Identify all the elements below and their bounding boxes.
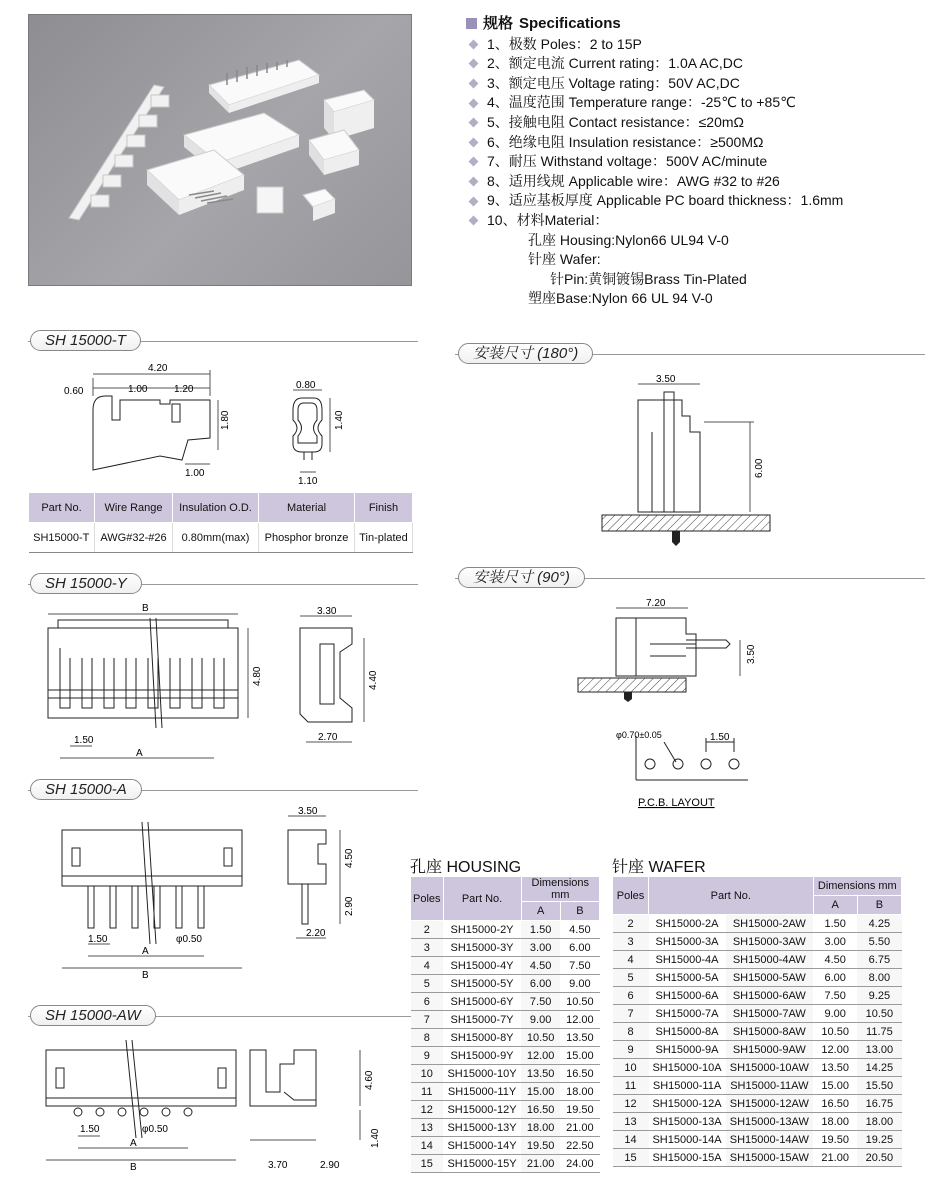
dim-a: A (136, 748, 143, 759)
table-row (613, 1149, 902, 1167)
table-cell: SH15000-2A (649, 915, 726, 933)
table-cell: 6 (411, 993, 444, 1011)
dim-2-90: 2.90 (320, 1160, 340, 1171)
table-cell: SH15000-7A (649, 1005, 726, 1023)
section-label-mount-90: 安装尺寸 (90°) (458, 567, 585, 588)
dim-7-20: 7.20 (646, 598, 666, 609)
table-cell: 20.50 (857, 1149, 901, 1167)
table-cell: 12 (613, 1095, 649, 1113)
diamond-bullet-icon (469, 137, 479, 147)
table-cell: 2 (613, 915, 649, 933)
table-cell: 6.75 (857, 951, 901, 969)
table-cell: SH15000-11Y (443, 1083, 521, 1101)
specifications-block (466, 14, 926, 309)
table-cell: 3 (411, 939, 444, 957)
table-cell: 3 (613, 933, 649, 951)
table-row (613, 1113, 902, 1131)
dim-2-70: 2.70 (318, 732, 338, 743)
table-cell: 3.00 (521, 939, 560, 957)
terminal-spec-table (28, 492, 413, 553)
section-label-t: SH 15000-T (30, 330, 141, 351)
table-cell: 7 (411, 1011, 444, 1029)
table-header-row (411, 877, 600, 902)
table-cell: SH15000-4Y (443, 957, 521, 975)
table-cell: SH15000-9Y (443, 1047, 521, 1065)
table-cell: SH15000-2Y (443, 921, 521, 939)
spec-text: 7、耐压 Withstand voltage：500V AC/minute (487, 153, 768, 170)
table-cell: 11 (411, 1083, 444, 1101)
table-cell: 4 (613, 951, 649, 969)
dim-1-40: 1.40 (370, 1128, 381, 1148)
diamond-bullet-icon (469, 39, 479, 49)
housing-table (410, 876, 600, 1173)
diamond-bullet-icon (469, 177, 479, 187)
table-cell: 9.00 (521, 1011, 560, 1029)
dim-3-50: 3.50 (656, 374, 676, 385)
table-cell: 13 (411, 1119, 444, 1137)
table-cell: SH15000-12A (649, 1095, 726, 1113)
connector-photo-art (29, 15, 413, 287)
table-cell: 5 (411, 975, 444, 993)
table-row (613, 1023, 902, 1041)
table-header: B (560, 902, 599, 921)
table-row (411, 1137, 600, 1155)
table-cell: 24.00 (560, 1155, 599, 1173)
table-cell: 10 (613, 1059, 649, 1077)
table-cell: SH15000-14Y (443, 1137, 521, 1155)
table-cell: SH15000-8AW (726, 1023, 814, 1041)
table-row (411, 1083, 600, 1101)
dim-a: A (130, 1138, 137, 1149)
table-cell: SH15000-8Y (443, 1029, 521, 1047)
specifications-title (466, 14, 926, 34)
dim-0-80: 0.80 (296, 380, 316, 391)
table-row (411, 957, 600, 975)
dim-1-50: 1.50 (88, 934, 108, 945)
table-row (613, 1077, 902, 1095)
table-header: Finish (355, 493, 413, 523)
table-cell: SH15000-4A (649, 951, 726, 969)
table-cell: SH15000-2AW (726, 915, 814, 933)
table-cell: SH15000-3A (649, 933, 726, 951)
table-cell: SH15000-11A (649, 1077, 726, 1095)
spec-text: 10、材料Material： (487, 211, 609, 228)
table-cell: 13.50 (521, 1065, 560, 1083)
table-cell: 6.00 (521, 975, 560, 993)
table-cell: 18.00 (813, 1113, 857, 1131)
dim-4-80: 4.80 (252, 666, 263, 686)
table-cell: 16.50 (521, 1101, 560, 1119)
table-cell: 2 (411, 921, 444, 939)
pcb-layout-label: P.C.B. LAYOUT (638, 797, 715, 809)
table-cell: SH15000-15Y (443, 1155, 521, 1173)
table-header: Poles (613, 877, 649, 915)
table-cell: 6.00 (560, 939, 599, 957)
table-row (613, 969, 902, 987)
table-row (411, 1011, 600, 1029)
table-cell: 15.00 (521, 1083, 560, 1101)
section-label-y: SH 15000-Y (30, 573, 142, 594)
dim-3-50: 3.50 (298, 806, 318, 817)
diamond-bullet-icon (469, 118, 479, 128)
spec-text: 8、适用线规 Applicable wire：AWG #32 to #26 (487, 172, 780, 189)
table-cell: 13.50 (560, 1029, 599, 1047)
spec-text: 3、额定电压 Voltage rating：50V AC,DC (487, 74, 740, 91)
table-cell: 15.00 (813, 1077, 857, 1095)
table-cell: 1.50 (813, 915, 857, 933)
table-cell: 21.00 (521, 1155, 560, 1173)
table-cell: 10.50 (560, 993, 599, 1011)
dim-1-50: 1.50 (710, 732, 730, 743)
spec-item (466, 113, 926, 133)
table-row (613, 1131, 902, 1149)
square-bullet-icon (466, 18, 477, 29)
diamond-bullet-icon (469, 98, 479, 108)
table-row (613, 987, 902, 1005)
table-cell: 18.00 (857, 1113, 901, 1131)
table-header: Wire Range (95, 493, 173, 523)
spec-text: 1、极数 Poles：2 to 15P (487, 35, 642, 52)
table-cell: SH15000-9A (649, 1041, 726, 1059)
spec-title-cn: 规格 (483, 15, 514, 32)
table-cell: 7.50 (813, 987, 857, 1005)
housing-table-body (411, 921, 600, 1173)
table-cell: SH15000-T (29, 523, 95, 553)
dim-4-50: 4.50 (344, 848, 355, 868)
spec-item (466, 133, 926, 153)
material-wafer: 针座 Wafer: (528, 251, 601, 268)
table-cell: 9.00 (560, 975, 599, 993)
table-cell: SH15000-5AW (726, 969, 814, 987)
table-header: Dimensions mm (521, 877, 599, 902)
table-cell: SH15000-8A (649, 1023, 726, 1041)
section-label-mount-180: 安装尺寸 (180°) (458, 343, 593, 364)
table-cell: 15.50 (857, 1077, 901, 1095)
table-cell: 16.50 (560, 1065, 599, 1083)
spec-item (466, 35, 926, 55)
table-cell: 10.50 (813, 1023, 857, 1041)
table-cell: 14 (613, 1131, 649, 1149)
dim-1-10: 1.10 (298, 476, 318, 487)
table-row (411, 939, 600, 957)
dim-0-60: 0.60 (64, 386, 84, 397)
dim-1-50: 1.50 (74, 735, 94, 746)
table-cell: SH15000-13A (649, 1113, 726, 1131)
material-pin: 针Pin:黄铜镀锡Brass Tin-Plated (550, 270, 747, 287)
wafer-table-title: 针座 WAFER (612, 859, 706, 876)
table-header: Part No. (649, 877, 814, 915)
table-cell: 12.00 (813, 1041, 857, 1059)
table-cell: 21.00 (813, 1149, 857, 1167)
housing-drawing (30, 598, 410, 768)
table-cell: 15.00 (560, 1047, 599, 1065)
table-cell: SH15000-6AW (726, 987, 814, 1005)
table-cell: 16.75 (857, 1095, 901, 1113)
table-cell: 22.50 (560, 1137, 599, 1155)
table-cell: 4.50 (813, 951, 857, 969)
table-cell: 4.25 (857, 915, 901, 933)
table-cell: 12 (411, 1101, 444, 1119)
table-cell: SH15000-5A (649, 969, 726, 987)
table-row (411, 1101, 600, 1119)
section-label-a: SH 15000-A (30, 779, 142, 800)
dim-b: B (142, 603, 149, 614)
table-cell: 4.50 (521, 957, 560, 975)
table-cell: 16.50 (813, 1095, 857, 1113)
table-cell: SH15000-5Y (443, 975, 521, 993)
table-cell: 15 (613, 1149, 649, 1167)
table-cell: Phosphor bronze (259, 523, 355, 553)
table-row (411, 1029, 600, 1047)
spec-text: 2、额定电流 Current rating：1.0A AC,DC (487, 55, 743, 72)
dim-4-20: 4.20 (148, 363, 168, 374)
dim-3-70: 3.70 (268, 1160, 288, 1171)
table-cell: SH15000-6A (649, 987, 726, 1005)
table-header-row (29, 493, 413, 523)
table-cell: SH15000-7AW (726, 1005, 814, 1023)
dim-1-20: 1.20 (174, 384, 194, 395)
section-label-aw: SH 15000-AW (30, 1005, 156, 1026)
table-cell: 6 (613, 987, 649, 1005)
spec-item (466, 93, 926, 113)
table-cell: 13.00 (857, 1041, 901, 1059)
table-row (613, 933, 902, 951)
spec-item (466, 191, 926, 211)
table-cell: 19.50 (813, 1131, 857, 1149)
table-header: A (521, 902, 560, 921)
table-header: Insulation O.D. (173, 493, 259, 523)
table-cell: SH15000-3Y (443, 939, 521, 957)
table-cell: 11 (613, 1077, 649, 1095)
diamond-bullet-icon (469, 196, 479, 206)
table-cell: 8.00 (857, 969, 901, 987)
table-cell: SH15000-9AW (726, 1041, 814, 1059)
table-cell: SH15000-12AW (726, 1095, 814, 1113)
table-cell: 15 (411, 1155, 444, 1173)
spec-title-en: Specifications (519, 15, 621, 32)
table-cell: 8 (411, 1029, 444, 1047)
table-cell: 8 (613, 1023, 649, 1041)
dim-1-50: 1.50 (80, 1124, 100, 1135)
dim-phi-0-50: φ0.50 (176, 934, 202, 945)
table-cell: 13 (613, 1113, 649, 1131)
spec-text: 5、接触电阻 Contact resistance：≤20mΩ (487, 113, 745, 130)
table-row (29, 523, 413, 553)
table-cell: SH15000-15A (649, 1149, 726, 1167)
table-row (613, 1041, 902, 1059)
table-cell: 5 (613, 969, 649, 987)
dim-phi-0-50: φ0.50 (142, 1124, 168, 1135)
spec-item (466, 211, 926, 231)
spec-item (466, 152, 926, 172)
table-row (411, 993, 600, 1011)
table-row (411, 975, 600, 993)
material-housing: 孔座 Housing:Nylon66 UL94 V-0 (528, 231, 729, 248)
table-row (411, 921, 600, 939)
table-row (613, 915, 902, 933)
mount-180-drawing (590, 370, 780, 560)
table-cell: 14 (411, 1137, 444, 1155)
table-cell: SH15000-15AW (726, 1149, 814, 1167)
table-cell: 19.25 (857, 1131, 901, 1149)
table-row (411, 1047, 600, 1065)
table-cell: 18.00 (560, 1083, 599, 1101)
spec-item (466, 54, 926, 74)
table-cell: 10.50 (521, 1029, 560, 1047)
table-cell: 21.00 (560, 1119, 599, 1137)
table-cell: SH15000-10AW (726, 1059, 814, 1077)
table-header: Material (259, 493, 355, 523)
spec-item (466, 172, 926, 192)
table-cell: SH15000-14A (649, 1131, 726, 1149)
table-cell: 19.50 (560, 1101, 599, 1119)
dim-3-30: 3.30 (317, 606, 337, 617)
table-cell: 7.50 (560, 957, 599, 975)
table-row (613, 951, 902, 969)
dim-2-90: 2.90 (344, 896, 355, 916)
mount-90-drawing (576, 594, 766, 704)
table-cell: SH15000-10Y (443, 1065, 521, 1083)
table-cell: 13.50 (813, 1059, 857, 1077)
dim-3-50: 3.50 (746, 644, 757, 664)
dim-6-00: 6.00 (754, 458, 765, 478)
table-header: Part No. (443, 877, 521, 921)
dim-4-60: 4.60 (364, 1070, 375, 1090)
table-cell: SH15000-7Y (443, 1011, 521, 1029)
wafer-table (612, 876, 902, 1167)
diamond-bullet-icon (469, 157, 479, 167)
diamond-bullet-icon (469, 59, 479, 69)
diamond-bullet-icon (469, 216, 479, 226)
table-cell: 12.00 (521, 1047, 560, 1065)
table-cell: SH15000-11AW (726, 1077, 814, 1095)
table-row (613, 1059, 902, 1077)
table-cell: 1.50 (521, 921, 560, 939)
table-cell: 4.50 (560, 921, 599, 939)
dim-b: B (130, 1162, 137, 1173)
table-cell: SH15000-4AW (726, 951, 814, 969)
table-row (613, 1095, 902, 1113)
dim-1-40: 1.40 (334, 410, 345, 430)
table-cell: 18.00 (521, 1119, 560, 1137)
dim-1-00-bottom: 1.00 (185, 468, 205, 479)
table-cell: 12.00 (560, 1011, 599, 1029)
spec-text: 4、温度范围 Temperature range：-25℃ to +85℃ (487, 94, 796, 111)
table-cell: 7.50 (521, 993, 560, 1011)
spec-item (466, 74, 926, 94)
table-cell: SH15000-3AW (726, 933, 814, 951)
table-cell: SH15000-10A (649, 1059, 726, 1077)
housing-table-title: 孔座 HOUSING (410, 859, 522, 876)
spec-text: 6、绝缘电阻 Insulation resistance：≥500MΩ (487, 133, 764, 150)
table-header: Part No. (29, 493, 95, 523)
table-cell: 4 (411, 957, 444, 975)
product-photo (28, 14, 412, 286)
table-row (411, 1065, 600, 1083)
terminal-drawing (60, 360, 360, 488)
table-cell: 3.00 (813, 933, 857, 951)
table-cell: AWG#32-#26 (95, 523, 173, 553)
table-cell: 11.75 (857, 1023, 901, 1041)
table-cell: SH15000-6Y (443, 993, 521, 1011)
table-cell: 5.50 (857, 933, 901, 951)
table-row (411, 1155, 600, 1173)
table-header: Poles (411, 877, 444, 921)
dim-1-80: 1.80 (220, 410, 231, 430)
dim-2-20: 2.20 (306, 928, 326, 939)
table-header-row (613, 877, 902, 896)
table-cell: 9.00 (813, 1005, 857, 1023)
dim-b: B (142, 970, 149, 981)
table-cell: SH15000-14AW (726, 1131, 814, 1149)
table-cell: SH15000-13Y (443, 1119, 521, 1137)
table-cell: 6.00 (813, 969, 857, 987)
material-base: 塑座Base:Nylon 66 UL 94 V-0 (528, 290, 713, 307)
table-cell: 10.50 (857, 1005, 901, 1023)
table-cell: 9 (411, 1047, 444, 1065)
table-cell: 7 (613, 1005, 649, 1023)
wafer-table-body (613, 915, 902, 1167)
table-row (613, 1005, 902, 1023)
dim-4-40: 4.40 (368, 670, 379, 690)
spec-text: 9、适应基板厚度 Applicable PC board thickness：1.6mm (487, 192, 844, 209)
wafer-a-drawing (30, 804, 410, 984)
dim-1-00-top: 1.00 (128, 384, 148, 395)
table-header: A (813, 896, 857, 915)
table-cell: SH15000-13AW (726, 1113, 814, 1131)
table-cell: 19.50 (521, 1137, 560, 1155)
dim-a: A (142, 946, 149, 957)
pcb-layout-drawing (614, 724, 764, 814)
dim-phi-0-70: φ0.70±0.05 (616, 730, 662, 740)
table-cell: Tin-plated (355, 523, 413, 553)
table-cell: 9 (613, 1041, 649, 1059)
table-cell: 10 (411, 1065, 444, 1083)
table-cell: 9.25 (857, 987, 901, 1005)
wafer-aw-drawing (30, 1028, 410, 1178)
table-cell: 0.80mm(max) (173, 523, 259, 553)
diamond-bullet-icon (469, 79, 479, 89)
table-cell: 14.25 (857, 1059, 901, 1077)
table-header: Dimensions mm (813, 877, 901, 896)
table-cell: SH15000-12Y (443, 1101, 521, 1119)
table-row (411, 1119, 600, 1137)
table-header: B (857, 896, 901, 915)
